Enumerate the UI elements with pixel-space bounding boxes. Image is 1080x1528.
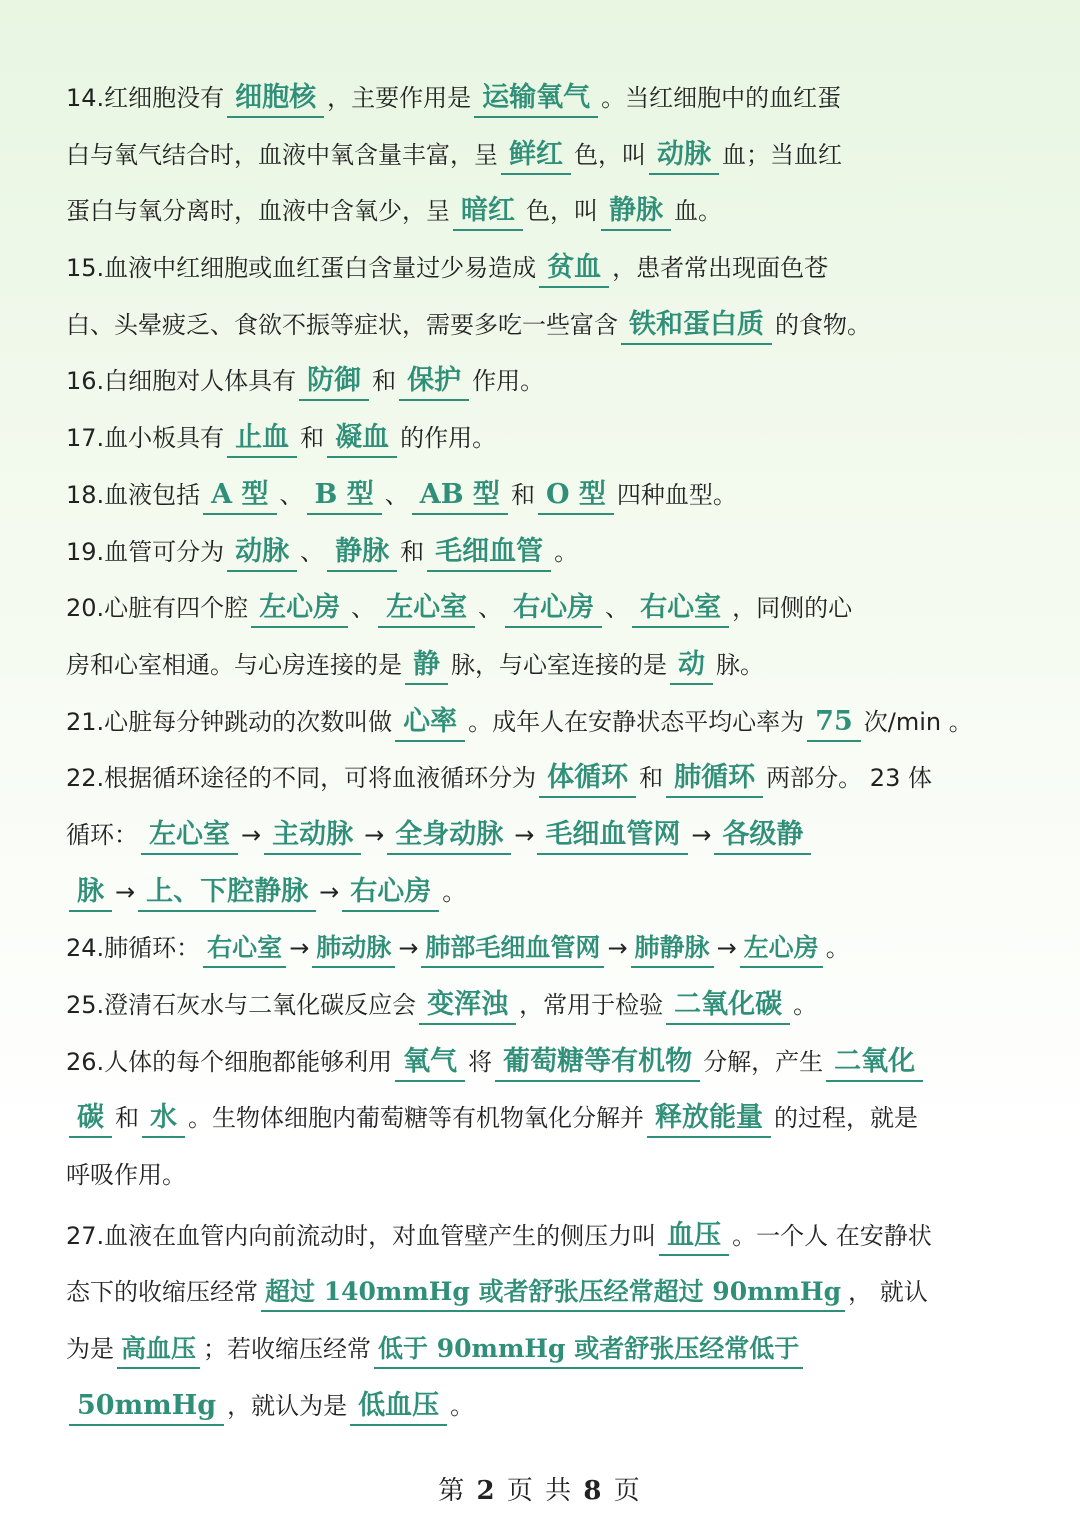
worksheet-line: [66, 750, 1016, 807]
question-text: 。一个人 在安静状: [732, 1221, 932, 1250]
question-text: 14.红细胞没有: [66, 84, 225, 112]
question-text: 为是: [66, 1335, 114, 1364]
question-text: 和: [510, 480, 535, 509]
footer-mid: 页 共: [506, 1476, 574, 1506]
answer-blank: 血压: [659, 1218, 729, 1256]
answer-blank: 肺动脉: [312, 930, 395, 968]
answer-blank: 暗红: [453, 193, 523, 231]
answer-blank: 静脉: [327, 534, 397, 572]
answer-blank: 高血压: [117, 1331, 200, 1369]
question-text: →: [607, 934, 628, 963]
answer-blank: 右心房: [505, 590, 602, 628]
answer-blank: 碳: [69, 1100, 112, 1138]
worksheet-line: [66, 297, 1016, 354]
worksheet-line: [66, 127, 1016, 184]
answer-blank: 肺部毛细血管网: [421, 930, 604, 968]
worksheet-line: [66, 524, 1016, 581]
worksheet-line: [66, 580, 1016, 637]
answer-blank: O 型: [538, 477, 614, 515]
answer-blank: 上、下腔静脉: [138, 874, 316, 912]
question-text: 作用。: [472, 367, 545, 396]
question-text: 15.血液中红细胞或血红蛋白含量过少易造成: [66, 254, 537, 283]
question-text: →: [514, 820, 535, 849]
answer-blank: 各级静: [714, 817, 811, 855]
question-text: 蛋白与氧分离时，血液中含氧少，呈: [66, 197, 450, 226]
answer-blank: 二氧化: [826, 1044, 923, 1082]
worksheet-line: [66, 1321, 1016, 1378]
answer-blank: B 型: [307, 477, 382, 515]
question-text: 和: [300, 424, 325, 453]
question-text: 18.血液包括: [66, 480, 201, 509]
worksheet-line: [66, 467, 1016, 524]
answer-blank: 低血压: [350, 1388, 447, 1426]
question-text: 、: [300, 537, 325, 566]
answer-blank: 葡萄糖等有机物: [495, 1044, 700, 1082]
worksheet-line: [66, 1090, 1016, 1147]
answer-blank: 肺循环: [666, 760, 763, 798]
question-text: 循环：: [66, 820, 138, 849]
question-text: →: [319, 877, 340, 906]
worksheet-line: [66, 410, 1016, 467]
worksheet-line: [66, 1147, 1016, 1204]
answer-blank: 细胞核: [227, 80, 324, 118]
question-text: 呼吸作用。: [66, 1161, 186, 1190]
question-text: ，就认为是: [227, 1391, 348, 1420]
question-text: 19.血管可分为: [66, 537, 225, 566]
footer-page-number: 2: [476, 1476, 497, 1506]
worksheet-line: [66, 240, 1016, 297]
question-text: →: [398, 934, 419, 963]
answer-blank: 右心室: [203, 930, 286, 968]
worksheet-line: [66, 1378, 1016, 1435]
question-text: ， 就认: [848, 1278, 928, 1307]
question-text: 20.心脏有四个腔: [66, 594, 249, 623]
question-text: →: [115, 877, 136, 906]
question-text: 。成年人在安静状态平均心率为: [468, 707, 805, 736]
question-text: 两部分。 23 体: [766, 764, 932, 793]
question-text: 、: [478, 594, 503, 623]
question-text: 、: [384, 480, 409, 509]
question-text: 白与氧气结合时，血液中氧含量丰富，呈: [66, 140, 498, 169]
question-text: 分解，产生: [703, 1047, 824, 1076]
question-text: 。: [793, 991, 818, 1019]
answer-blank: 氧气: [395, 1044, 465, 1082]
worksheet-body: [66, 70, 1016, 1435]
question-text: 色，叫: [526, 197, 598, 226]
worksheet-line: [66, 183, 1016, 240]
question-text: 房和心室相通。与心房连接的是: [66, 650, 402, 679]
question-text: 。生物体细胞内葡萄糖等有机物氧化分解并: [188, 1104, 644, 1133]
answer-blank: 右心房: [342, 874, 439, 912]
worksheet-line: [66, 353, 1016, 410]
answer-blank: 超过 140mmHg 或者舒张压经常超过 90mmHg: [261, 1274, 845, 1312]
worksheet-line: [66, 1264, 1016, 1321]
answer-blank: 左心室: [141, 817, 238, 855]
answer-blank: 释放能量: [647, 1100, 771, 1138]
question-text: 血；当血红: [722, 140, 842, 169]
answer-blank: 保护: [399, 363, 469, 401]
answer-blank: 二氧化碳: [666, 987, 790, 1025]
question-text: →: [716, 934, 737, 963]
question-text: 、: [605, 594, 630, 623]
question-text: 。: [554, 537, 579, 566]
worksheet-line: [66, 1034, 1016, 1091]
question-text: 的食物。: [775, 310, 871, 339]
question-text: 17.血小板具有: [66, 424, 225, 453]
question-text: 次/min 。: [863, 707, 973, 736]
worksheet-line: [66, 70, 1016, 127]
question-text: 和: [400, 537, 425, 566]
question-text: 21.心脏每分钟跳动的次数叫做: [66, 707, 393, 736]
answer-blank: 贫血: [539, 250, 609, 288]
question-text: 色，叫: [574, 140, 646, 169]
question-text: →: [691, 820, 712, 849]
question-text: ，常用于检验: [519, 991, 664, 1019]
worksheet-line: [66, 807, 1016, 864]
answer-blank: A 型: [203, 477, 276, 515]
answer-blank: 脉: [69, 874, 112, 912]
answer-blank: 肺静脉: [631, 930, 714, 968]
question-text: 将: [468, 1047, 493, 1076]
answer-blank: 水: [142, 1100, 185, 1138]
footer-page-total: 8: [583, 1476, 604, 1506]
answer-blank: 心率: [395, 704, 465, 742]
answer-blank: 动: [670, 647, 713, 685]
question-text: 白、头晕疲乏、食欲不振等症状，需要多吃一些富含: [66, 310, 618, 339]
answer-blank: 低于 90mmHg 或者舒张压经常低于: [374, 1331, 803, 1369]
question-text: 和: [639, 764, 664, 793]
worksheet-line: [66, 920, 1016, 977]
question-text: →: [364, 820, 385, 849]
worksheet-line: [66, 637, 1016, 694]
answer-blank: 运输氧气: [474, 80, 598, 118]
question-text: 27.血液在血管内向前流动时，对血管壁产生的侧压力叫: [66, 1221, 657, 1250]
answer-blank: 动脉: [649, 137, 719, 175]
question-text: 。当红细胞中的血红蛋: [601, 84, 842, 112]
question-text: 25.澄清石灰水与二氧化碳反应会: [66, 991, 417, 1019]
question-text: 四种血型。: [616, 480, 737, 509]
question-text: 和: [372, 367, 397, 396]
question-text: 26.人体的每个细胞都能够利用: [66, 1047, 393, 1076]
footer-post: 页: [613, 1476, 642, 1506]
answer-blank: 左心室: [378, 590, 475, 628]
answer-blank: 毛细血管网: [537, 817, 688, 855]
question-text: ，主要作用是: [327, 84, 472, 112]
answer-blank: 体循环: [539, 760, 636, 798]
question-text: ，同侧的心: [732, 594, 853, 623]
answer-blank: 75: [807, 704, 861, 742]
question-text: →: [289, 934, 310, 963]
answer-blank: 左心房: [251, 590, 348, 628]
worksheet-line: [66, 1208, 1016, 1265]
question-text: 16.白细胞对人体具有: [66, 367, 297, 396]
worksheet-line: [66, 864, 1016, 921]
question-text: 。: [825, 934, 850, 963]
question-text: 。: [442, 877, 467, 906]
answer-blank: 铁和蛋白质: [621, 307, 772, 345]
answer-blank: 凝血: [327, 420, 397, 458]
question-text: 24.肺循环：: [66, 934, 201, 963]
answer-blank: 右心室: [632, 590, 729, 628]
question-text: ，患者常出现面色苍: [612, 254, 829, 283]
answer-blank: 毛细血管: [427, 534, 551, 572]
question-text: 、: [351, 594, 376, 623]
worksheet-line: [66, 977, 1016, 1034]
answer-blank: 止血: [227, 420, 297, 458]
worksheet-line: [66, 694, 1016, 751]
question-text: 脉，与心室连接的是: [451, 650, 667, 679]
question-text: ；若收缩压经常: [203, 1335, 372, 1364]
question-text: 、: [279, 480, 304, 509]
answer-blank: 动脉: [227, 534, 297, 572]
question-text: 。: [450, 1391, 475, 1420]
answer-blank: 左心房: [740, 930, 823, 968]
question-text: 血。: [674, 197, 722, 226]
question-text: 态下的收缩压经常: [66, 1278, 258, 1307]
answer-blank: 全身动脉: [387, 817, 511, 855]
question-text: 的作用。: [400, 424, 497, 453]
question-text: 22.根据循环途径的不同，可将血液循环分为: [66, 764, 537, 793]
answer-blank: 静: [405, 647, 448, 685]
answer-blank: 防御: [299, 363, 369, 401]
page-footer: [0, 1470, 1080, 1507]
answer-blank: 50mmHg: [69, 1388, 224, 1426]
question-text: 的过程，就是: [774, 1104, 918, 1133]
footer-pre: 第: [438, 1476, 467, 1506]
answer-blank: 变浑浊: [419, 987, 516, 1025]
question-text: 和: [115, 1104, 139, 1133]
answer-blank: 静脉: [601, 193, 671, 231]
answer-blank: 鲜红: [501, 137, 571, 175]
answer-blank: AB 型: [412, 477, 508, 515]
answer-blank: 主动脉: [264, 817, 361, 855]
question-text: 脉。: [716, 650, 764, 679]
question-text: →: [241, 820, 262, 849]
